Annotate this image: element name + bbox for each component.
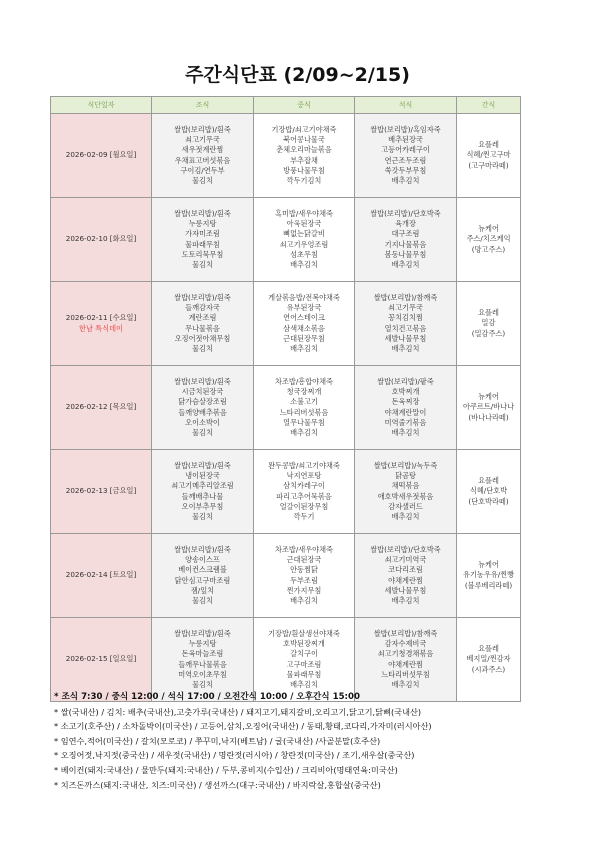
snack-cell: [457, 534, 521, 618]
snack-item: 식혜/찐고구마: [466, 150, 511, 160]
lunch-item: 깍두기김치: [286, 175, 322, 185]
table-row: [51, 282, 521, 366]
weekly-menu-table: [50, 96, 521, 702]
breakfast-item: 잼/잎치: [190, 585, 215, 595]
dinner-item: 배추김치: [391, 679, 420, 689]
dinner-item: 감자샐러드: [388, 501, 423, 511]
dinner-item: 쌀밥(보리밥)/단호박죽: [370, 209, 441, 219]
breakfast-item: 물김치: [192, 679, 213, 689]
snack-cell: [457, 198, 521, 282]
date-cell: [51, 450, 152, 534]
snack-item: 아쿠르트/바나나: [462, 402, 515, 412]
breakfast-item: 돈육마늘조림: [181, 649, 224, 659]
table-row: [51, 198, 521, 282]
lunch-item: 배추김치: [290, 595, 318, 605]
snack-item: (밀감주스): [471, 328, 506, 338]
breakfast-cell: [152, 114, 254, 198]
lunch-item: 소불고기: [290, 397, 318, 407]
dinner-item: 대구조림: [391, 229, 420, 239]
lunch-item: 연어스테이크: [283, 313, 325, 323]
breakfast-item: 미역오이초무침: [178, 669, 227, 679]
breakfast-item: 누룽지탕: [188, 639, 217, 649]
lunch-item: 배추김치: [290, 343, 318, 353]
dinner-item: 야채계란말이: [384, 407, 427, 417]
snack-item: (시과주스): [471, 664, 506, 674]
snack-cell: [457, 618, 521, 702]
dinner-item: 연근조두조림: [384, 155, 427, 165]
lunch-item: 찐가지무침: [286, 585, 322, 595]
breakfast-item: 오징어젓아채무침: [174, 333, 231, 343]
dinner-item: 꽁치김치찜: [388, 313, 423, 323]
snack-item: 요플레: [478, 644, 499, 654]
breakfast-item: 쇠고기메추리알조림: [171, 481, 234, 491]
lunch-item: 갈치구이: [290, 649, 318, 659]
dinner-item: 야채계란찜: [388, 659, 423, 669]
dinner-item: 쌀밥(보리밥)/참깨죽: [373, 293, 438, 303]
breakfast-item: 가자미조림: [185, 229, 220, 239]
dinner-cell: [355, 282, 457, 366]
breakfast-item: 계란조림: [188, 313, 217, 323]
date-cell: [51, 366, 152, 450]
snack-item: (고구마라떼): [468, 160, 509, 170]
origin-note: * 쌀(국내산) / 김치: 배추(국내산),고춧가루(국내산) / 돼지고기,돼지갈비,오리고기,닭고기,닭뼈(국내산): [54, 706, 422, 717]
menu-body: [51, 114, 521, 702]
breakfast-cell: [152, 282, 254, 366]
dinner-item: 배추김치: [391, 175, 420, 185]
breakfast-item: 구이김/연두부: [180, 165, 225, 175]
lunch-item: 근대된장무침: [283, 333, 325, 343]
breakfast-item: 쌀밥(보리밥)/흰죽: [174, 125, 231, 135]
snack-item: 주스/치즈케익: [466, 234, 511, 244]
lunch-cell: [254, 450, 355, 534]
header-dinner: 석식: [355, 97, 457, 114]
breakfast-item: 닭가슴살장조림: [178, 397, 227, 407]
date-label: 2026-02-15 [일요일]: [65, 654, 137, 664]
breakfast-item: 물김치: [192, 259, 213, 269]
dinner-cell: [355, 618, 457, 702]
lunch-item: 차조밥/새우야채죽: [275, 545, 333, 555]
dinner-item: 호박찌개: [391, 387, 420, 397]
breakfast-item: 쌀밥(보리밥)/흰죽: [174, 209, 231, 219]
breakfast-item: 쌀밥(보리밥)/흰죽: [174, 293, 231, 303]
lunch-item: 낙지연포탕: [286, 471, 322, 481]
snack-cell: [457, 114, 521, 198]
lunch-item: 완두콩밥/쇠고기야채죽: [268, 461, 340, 471]
lunch-item: 방풍나물무침: [283, 165, 325, 175]
breakfast-item: 쌀밥(보리밥)/흰죽: [174, 545, 231, 555]
lunch-item: 호박된장찌개: [283, 639, 325, 649]
lunch-item: 섬초무침: [290, 249, 318, 259]
meal-schedule: * 조식 7:30 / 중식 12:00 / 석식 17:00 / 오전간식 10:00 / 오후간식 15:00: [54, 692, 360, 702]
dinner-item: 세발나물무침: [384, 585, 427, 595]
origin-note: * 소고기(호주산) / 소차돌박이(미국산) / 고등어,삼치,오징어(국내산) / 동태,황태,코다리,가자미(러시아산): [54, 721, 432, 732]
snack-item: 요플레: [478, 476, 499, 486]
lunch-item: 안동찜닭: [290, 565, 318, 575]
breakfast-item: 무나물볶음: [185, 323, 220, 333]
lunch-item: 느타리버섯볶음: [279, 407, 329, 417]
date-label: 2026-02-13 [금요일]: [65, 486, 137, 496]
snack-item: 요플레: [478, 308, 499, 318]
breakfast-item: 쇠고기무국: [185, 135, 220, 145]
lunch-item: 배추김치: [290, 427, 318, 437]
lunch-item: 아욱된장국: [286, 219, 322, 229]
header-date: 식단일자: [51, 97, 152, 114]
lunch-item: 열무나물무침: [283, 417, 325, 427]
breakfast-item: 들깨양배추볶음: [178, 407, 227, 417]
dinner-item: 미역줄기볶음: [384, 417, 427, 427]
breakfast-cell: [152, 534, 254, 618]
snack-item: 뉴케어: [478, 392, 499, 402]
lunch-item: 차조밥/흥합야채죽: [275, 377, 333, 387]
date-label: 2026-02-11 [수요일]: [65, 313, 137, 323]
snack-item: 뉴케어: [478, 560, 499, 570]
table-row: [51, 114, 521, 198]
dinner-item: 배추김치: [391, 259, 420, 269]
lunch-item: 얼갈이된장무침: [279, 501, 329, 511]
dinner-item: 고등어카레구이: [381, 145, 430, 155]
breakfast-item: 쌀밥(보리밥)/흰죽: [174, 629, 231, 639]
breakfast-item: 새우젓계란찜: [181, 145, 224, 155]
table-row: [51, 450, 521, 534]
breakfast-item: 냉이된장국: [185, 471, 220, 481]
snack-cell: [457, 366, 521, 450]
dinner-item: 애호박새우젓볶음: [377, 491, 434, 501]
dinner-item: 닭곰탕: [395, 471, 416, 481]
dinner-item: 쌀밥(보리밥)/팥죽: [377, 377, 434, 387]
snack-item: (망고주스): [471, 244, 506, 254]
snack-item: 밀감: [481, 318, 496, 328]
lunch-item: 춘체오리마늘볶음: [276, 145, 332, 155]
header-lunch: 중식: [254, 97, 355, 114]
breakfast-item: 시금치된장국: [181, 387, 224, 397]
dinner-item: 야채계란찜: [388, 575, 423, 585]
snack-item: (블루베리라떼): [464, 580, 513, 590]
lunch-item: 게살볶음밥/전복야채죽: [268, 293, 340, 303]
lunch-item: 두부조림: [290, 575, 318, 585]
lunch-cell: [254, 282, 355, 366]
table-row: [51, 366, 521, 450]
breakfast-cell: [152, 198, 254, 282]
date-label: 2026-02-12 [목요일]: [65, 402, 137, 412]
lunch-item: 부추잡채: [290, 155, 318, 165]
breakfast-item: 들깨감자국: [185, 303, 220, 313]
lunch-item: 기장밥/흰살생선야채죽: [268, 629, 340, 639]
lunch-item: 고구마조림: [286, 659, 322, 669]
breakfast-item: 쌀밥(보리밥)/흰죽: [174, 377, 231, 387]
breakfast-item: 물김치: [192, 427, 213, 437]
lunch-item: 물파래무침: [286, 669, 322, 679]
dinner-cell: [355, 114, 457, 198]
lunch-item: 삼치카레구이: [283, 481, 325, 491]
breakfast-item: 도토리묵무침: [181, 249, 224, 259]
dinner-item: 쇠고기청경채볶음: [377, 649, 434, 659]
dinner-item: 봄동나물무침: [384, 249, 427, 259]
origin-note: * 오징어젓,낙지젓(중국산) / 새우젓(국내산) / 명란젓(러시아) / 창란젓(미국산) / 조기,새우살(중국산): [54, 750, 415, 761]
lunch-item: 유부된장국: [286, 303, 322, 313]
lunch-item: 기장밥/쇠고기야채죽: [271, 125, 337, 135]
dinner-item: 쌀밥(보리밥)/참깨죽: [373, 629, 438, 639]
date-cell: [51, 534, 152, 618]
date-cell: [51, 282, 152, 366]
breakfast-cell: [152, 450, 254, 534]
table-row: [51, 534, 521, 618]
date-cell: [51, 198, 152, 282]
lunch-cell: [254, 534, 355, 618]
lunch-item: 뼈없는닭갈비: [283, 229, 325, 239]
dinner-cell: [355, 534, 457, 618]
dinner-cell: [355, 198, 457, 282]
table-row: [51, 618, 521, 702]
snack-cell: [457, 282, 521, 366]
snack-item: 유기농우유/찐빵: [462, 570, 515, 580]
lunch-item: 청국장찌개: [286, 387, 322, 397]
snack-item: 뉴케어: [478, 224, 499, 234]
dinner-item: 배추김치: [391, 343, 420, 353]
breakfast-item: 오이소박이: [185, 417, 220, 427]
dinner-item: 기지나물볶음: [384, 239, 427, 249]
header-breakfast: 조식: [152, 97, 254, 114]
breakfast-item: 닭안심고구마조림: [174, 575, 231, 585]
header-snack: 간식: [457, 97, 521, 114]
dinner-item: 배추김치: [391, 427, 420, 437]
dinner-item: 쇠고기미역국: [384, 555, 427, 565]
snack-item: (바나나라떼): [468, 412, 509, 422]
breakfast-item: 쌀밥(보리밥)/흰죽: [174, 461, 231, 471]
lunch-item: 흑미밥/새우야채죽: [275, 209, 333, 219]
dinner-cell: [355, 366, 457, 450]
dinner-item: 배추된장국: [388, 135, 423, 145]
dinner-item: 세발나물무침: [384, 333, 427, 343]
breakfast-item: 우채표고버섯볶음: [174, 155, 231, 165]
lunch-item: 북어콩나물국: [283, 135, 325, 145]
breakfast-item: 물김치: [192, 175, 213, 185]
lunch-cell: [254, 114, 355, 198]
origin-note: * 치즈돈까스(돼지:국내산, 치즈:미국산) / 생선까스(대구:국내산) / 바지락살,홍합살(중국산): [54, 779, 381, 790]
lunch-item: 쇠고기우엉조림: [279, 239, 329, 249]
dinner-item: 육개장: [395, 219, 416, 229]
dinner-cell: [355, 450, 457, 534]
table-header-row: [51, 97, 521, 114]
dinner-item: 코다리조림: [388, 565, 423, 575]
dinner-item: 쇠고기무국: [388, 303, 423, 313]
lunch-item: 파리고추어묵볶음: [276, 491, 332, 501]
dinner-item: 쑥갓두부무침: [384, 165, 427, 175]
breakfast-cell: [152, 618, 254, 702]
breakfast-item: 물김치: [192, 343, 213, 353]
breakfast-item: 양송이스프: [185, 555, 220, 565]
event-label: 한남 특식데이: [79, 323, 123, 333]
breakfast-item: 들깨배추나물: [181, 491, 224, 501]
dinner-item: 느타리버섯무침: [381, 669, 430, 679]
breakfast-item: 베이컨스크램블: [178, 565, 227, 575]
snack-item: 식혜/단호박: [469, 486, 508, 496]
lunch-item: 배추김치: [290, 679, 318, 689]
breakfast-item: 물파래무침: [185, 239, 220, 249]
dinner-item: 쌀밥(보리밥)/단호박죽: [370, 545, 441, 555]
lunch-cell: [254, 366, 355, 450]
snack-cell: [457, 450, 521, 534]
snack-item: (단호박라떼): [468, 496, 509, 506]
breakfast-item: 물김치: [192, 511, 213, 521]
lunch-item: 배추김치: [290, 259, 318, 269]
breakfast-cell: [152, 366, 254, 450]
date-cell: [51, 618, 152, 702]
date-label: 2026-02-10 [화요일]: [65, 234, 137, 244]
dinner-item: 열치건고볶음: [384, 323, 427, 333]
origin-note: * 베이컨(돼지:국내산) / 물만두(돼지:국내산) / 두부,콩비지(수입산) / 크리비아(명태연육:미국산): [54, 764, 398, 775]
snack-item: 요플레: [478, 140, 499, 150]
dinner-item: 쌀밥(보리밥)/녹두죽: [373, 461, 438, 471]
breakfast-item: 들깨무나물볶음: [178, 659, 227, 669]
breakfast-item: 누룽지탕: [188, 219, 217, 229]
origin-list: [54, 705, 554, 793]
date-label: 2026-02-14 [토요일]: [65, 570, 137, 580]
notes-section: [54, 690, 554, 792]
lunch-item: 삼색채소볶음: [283, 323, 325, 333]
lunch-item: 근대된장국: [286, 555, 322, 565]
origin-note: * 임연수,적어(미국산) / 갈치(모로코) / 쭈꾸미,낙지(베트남) / 굴(국내산) /사골분말(호주산): [54, 735, 381, 746]
dinner-item: 감자수제비국: [384, 639, 427, 649]
dinner-item: 채떡볶음: [391, 481, 420, 491]
dinner-item: 돈육찌장: [391, 397, 420, 407]
lunch-item: 깍두기: [293, 511, 315, 521]
snack-item: 베지밀/찐감자: [466, 654, 511, 664]
lunch-cell: [254, 618, 355, 702]
page-title: 주간식단표 (2/09~2/15): [185, 64, 410, 86]
breakfast-item: 오이부추무침: [181, 501, 224, 511]
dinner-item: 배추김치: [391, 595, 420, 605]
dinner-item: 배추김치: [391, 511, 420, 521]
dinner-item: 쌀밥(보리밥)/흑임자죽: [370, 125, 441, 135]
lunch-cell: [254, 198, 355, 282]
date-cell: [51, 114, 152, 198]
breakfast-item: 물김치: [192, 595, 213, 605]
date-label: 2026-02-09 [월요일]: [65, 150, 137, 160]
